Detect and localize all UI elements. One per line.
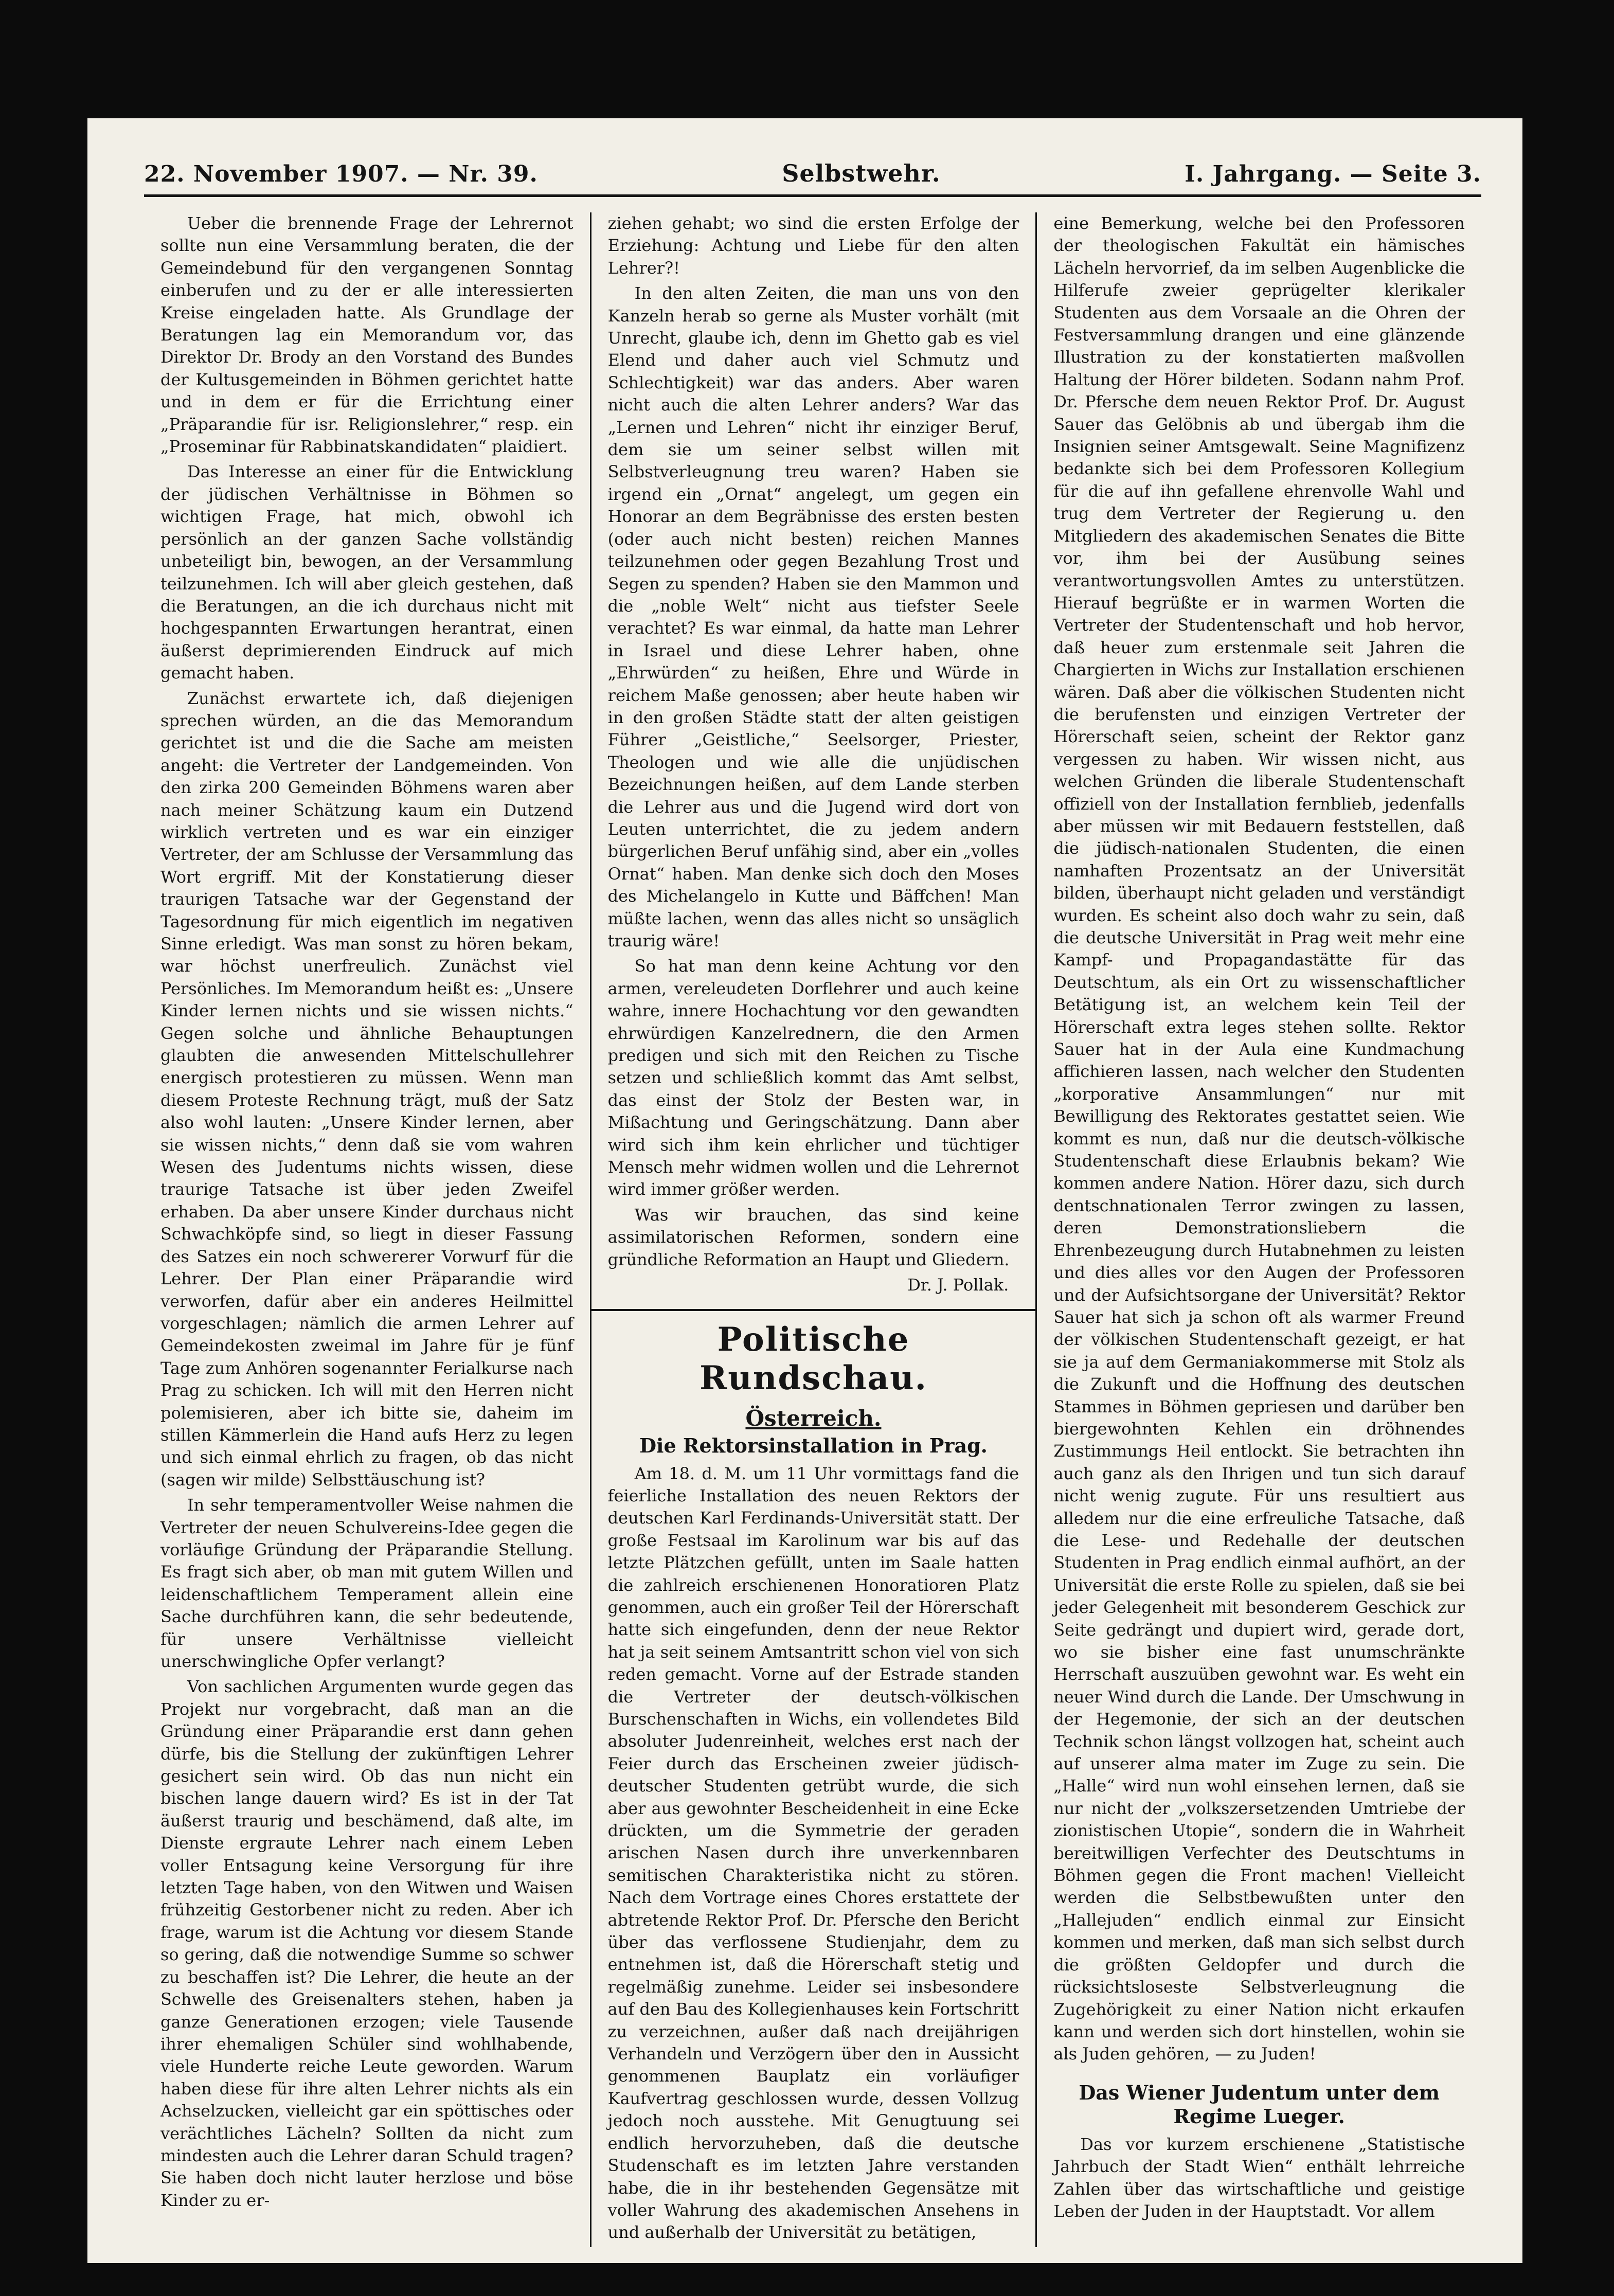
section-divider bbox=[591, 1309, 1036, 1311]
paragraph: So hat man denn keine Achtung vor den armen, vereleudeten Dorflehrer und auch keine wahre, innere Hochachtung vor den gewandten ehrwürdigen Kanzelrednern, die den Armen predigen und sich mit den Reichen zu Tische setzen und schließlich kommt das Amt selbst, das einst der Stolz der Besten war, in Mißachtung und Geringschätzung. Dann aber wird sich ihm kein ehrlicher und tüchtiger Mensch mehr widmen wollen und die Lehrernot wird immer größer werden. bbox=[607, 956, 1019, 1199]
page-header bbox=[144, 159, 1481, 197]
paragraph: ziehen gehabt; wo sind die ersten Erfolge der Erziehung: Achtung und Liebe für den alten Lehrer?! bbox=[607, 213, 1019, 278]
section-heading-politics: Politische Rundschau. bbox=[700, 1320, 927, 1397]
column-2 bbox=[590, 212, 1036, 2247]
article-signature: Dr. J. Pollak. bbox=[907, 1275, 1009, 1295]
paragraph: Von sachlichen Argumenten wurde gegen das Projekt nur vorgebracht, daß man an die Gründung einer Präparandie erst dann gehen dürfe, bis die Stellung der zukünftigen Lehrer gesichert sein wird. Ob das nun nicht ein bischen lange dauern wird? Es ist in der Tat äußerst traurig und beschämend, daß alte, im Dienste ergraute Lehrer nach einem Leben voller Entsagung keine Versorgung für ihre letzten Tage haben, von den Witwen und Waisen frühzeitig Gestorbener nicht zu reden. Aber ich frage, warum ist die Achtung vor diesem Stande so gering, daß die notwendige Summe so schwer zu beschaffen ist? Die Lehrer, die heute an der Schwelle des Greisenalters stehen, haben ja ganze Generationen erzogen; viele Tausende ihrer ehemaligen Schüler sind wohlhabende, viele Hunderte reiche Leute geworden. Warum haben diese für ihre alten Lehrer nichts als ein Achselzucken, vielleicht gar ein spöttisches oder verächtliches Lächeln? Sollten da nicht zum mindesten auch die Lehrer daran Schuld tragen? Sie haben doch nicht lauter herzlose und böse Kinder zu er- bbox=[160, 1677, 573, 2210]
paragraph: Das vor kurzem erschienene „Statistische Jahrbuch der Stadt Wien“ enthält lehrreiche Zahlen über das wirtschaftliche und geistige Leben der Juden in der Hauptstadt. Vor allem bbox=[1053, 2134, 1465, 2221]
header-date-issue: 22. November 1907. — Nr. 39. bbox=[144, 161, 538, 187]
paragraph: Was wir brauchen, das sind keine assimilatorischen Reformen, sondern eine gründliche Reformation an Haupt und Gliedern. bbox=[607, 1205, 1019, 1269]
paragraph: Am 18. d. M. um 11 Uhr vormittags fand die feierliche Installation des neuen Rektors der deutschen Karl Ferdinands-Universität statt. Der große Festsaal im Karolinum war bis auf das letzte Plätzchen gefüllt, unten im Saale hatten die zahlreich erschienenen Honoratioren Platz genommen, auch ein großer Teil der Hörerschaft hatte sich eingefunden, denn der neue Rektor hat ja seit seinem Amtsantritt schon viel von sich reden gemacht. Vorne auf der Estrade standen die Vertreter der deutsch-völkischen Burschenschaften in Wichs, ein vollendetes Bild absoluter Judenreinheit, welches erst nach der Feier durch das Erscheinen zweier jüdisch-deutscher Studenten getrübt wurde, die sich aber aus gewohnter Bescheidenheit in eine Ecke drückten, um die Symmetrie der geraden arischen Nasen durch ihre unverkennbaren semitischen Charakteristika nicht zu stören. Nach dem Vortrage eines Chores erstattete der abtretende Rektor Prof. Dr. Pfersche den Bericht über das verflossene Studienjahr, dem zu entnehmen ist, daß die Hörerschaft stetig und regelmäßig zunehme. Leider sei insbesondere auf den Bau des Kollegienhauses kein Fortschritt zu verzeichnen, außer daß nach dreijährigen Verhandeln und Verzögern über den in Aussicht genommenen Bauplatz ein vorläufiger Kaufvertrag geschlossen wurde, dessen Vollzug jedoch noch ausstehe. Mit Genugtuung sei endlich hervorzuheben, daß die deutsche Studenschaft es im letzten Jahre verstanden habe, die in ihr bestehenden Gegensätze mit voller Wahrung des akademischen Ansehens in und außerhalb der Universität zu betätigen, bbox=[607, 1463, 1019, 2243]
paragraph: eine Bemerkung, welche bei den Professoren der theologischen Fakultät ein hämisches Lächeln hervorrief, da im selben Augenblicke die Hilferufe zweier geprügelter klerikaler Studenten aus dem Vorsaale an die Ohren der Festversammlung drangen und eine glänzende Illustration zu der konstatierten maßvollen Haltung der Hörer bildeten. Sodann nahm Prof. Dr. Pfersche dem neuen Rektor Prof. Dr. August Sauer das Gelöbnis ab und übergab ihm die Insignien seiner Amtsgewalt. Seine Magnifizenz bedankte sich bei dem Professoren Kollegium für die auf ihn gefallene ehrenvolle Wahl und trug dem Vertreter der Regierung u. den Mitgliedern des akademischen Senates die Bitte vor, ihm bei der Ausübung seines verantwortungsvollen Amtes zu unterstützen. Hierauf begrüßte er in warmen Worten die Vertreter der Studentenschaft und hob hervor, daß heuer zum erstenmale seit Jahren die Chargierten in Wichs zur Installation erschienen wären. Daß aber die völkischen Studenten nicht die berufensten und einzigen Vertreter der Hörerschaft seien, scheint der Rektor ganz vergessen zu haben. Wir wissen nicht, aus welchen Gründen die liberale Studentenschaft offiziell von der Installation fernblieb, jedenfalls aber müssen wir mit Bedauern feststellen, daß die jüdisch-nationalen Studenten, die einen namhaften Prozentsatz an der Universität bilden, überhaupt nicht geladen und verständigt wurden. Es scheint also doch wahr zu sein, daß die deutsche Universität in Prag weit mehr eine Kampf- und Propagandastätte für das Deutschtum, als ein Ort zu wissenschaftlicher Betätigung ist, an welchem kein Teil der Hörerschaft extra leges stehen sollte. Rektor Sauer hat in der Aula eine Kundmachung affichieren lassen, nach welcher den Studenten „korporative Ansammlungen“ nur mit Bewilligung des Rektorates gestattet seien. Wie kommt es nun, daß nur die deutsch-völkische Studentenschaft diese Erlaubnis bekam? Wie kommen andere Nation. Hörer dazu, sich durch dentschnationalen Terror zwingen zu lassen, deren Demonstrationsliebern die Ehrenbezeugung durch Hutabnehmen zu leisten und dies alles vor den Augen der Professoren und der Aufsichtsorgane der Universität? Rektor Sauer hat sich ja schon oft als warmer Freund der völkischen Studentenschaft gezeigt, er hat sie ja auf dem Germaniakommerse mit Stolz als die Zukunft und die Hoffnung des deutschen Stammes in Böhmen gepriesen und darüber ben biergewohnten Kehlen ein dröhnendes Zustimmungs Heil entlockt. Sie betrachten ihn auch ganz als den Ihrigen und tun sich darauf nicht wenig zugute. Für uns resultiert aus alledem nur die eine erfreuliche Tatsache, daß die Lese- und Redehalle der deutschen Studenten in Prag endlich einmal aufhört, an der Universität die erste Rolle zu spielen, daß sie bei jeder Gelegenheit mit besonderem Geschick zur Seite gedrängt und dupiert wird, gerade dort, wo sie bisher eine fast unumschränkte Herrschaft auszuüben gewohnt war. Es weht ein neuer Wind durch die Lande. Der Umschwung in der Hegemonie, der sich an der deutschen Technik schon längst vollzogen hat, scheint auch auf unserer alma mater im Zuge zu sein. Die „Halle“ wird nun wohl einsehen lernen, daß sie nur nicht der „volkszersetzenden Umtriebe der zionistischen Utopie“, sondern die in Wahrheit bereitwilligen Verfechter des Deutschtums in Böhmen gegen die Front machen! Vielleicht werden die Selbstbewußten unter den „Hallejuden“ endlich einmal zur Einsicht kommen und merken, daß man sich selbst durch die größten Geldopfer und durch die rücksichtsloseste Selbstverleugnung die Zugehörigkeit zu einer Nation nicht erkaufen kann und werden sich dort hinstellen, wohin sie als Juden gehören, — zu Juden! bbox=[1053, 213, 1465, 2064]
paragraph: Zunächst erwartete ich, daß diejenigen sprechen würden, an die das Memorandum gerichtet ist und die die Sache am meisten angeht: die Vertreter der Landgemeinden. Von den zirka 200 Gemeinden Böhmens waren aber nach meiner Schätzung kaum ein Dutzend wirklich vertreten und es war ein einziger Vertreter, der am Schlusse der Versammlung das Wort ergriff. Mit der Konstatierung dieser traurigen Tatsache war der Gegenstand der Tagesordnung für mich eigentlich im negativen Sinne erledigt. Was man sonst zu hören bekam, war höchst unerfreulich. Zunächst viel Persönliches. Im Memorandum heißt es: „Unsere Kinder lernen nichts und sie wissen nichts.“ Gegen solche und ähnliche Behauptungen glaubten die anwesenden Mittelschullehrer energisch protestieren zu müssen. Wenn man diesem Proteste Rechnung trägt, muß der Satz also wohl lauten: „Unsere Kinder lernen, aber sie wissen nichts,“ denn daß sie vom wahren Wesen des Judentums nichts wissen, diese traurige Tatsache ist über jeden Zweifel erhaben. Da aber unsere Kinder durchaus nicht Schwachköpfe sind, so liegt in dieser Fassung des Satzes ein noch schwererer Vorwurf für die Lehrer. Der Plan einer Präparandie wird verworfen, dafür aber ein anderes Heilmittel vorgeschlagen; nämlich die armen Lehrer auf Gemeindekosten zweimal im Jahre für je fünf Tage zum Anhören sogenannter Ferialkurse nach Prag zu schicken. Ich will mit den Herren nicht polemisieren, aber ich bitte sie, daheim im stillen Kämmerlein die Hand aufs Herz zu legen und sich einmal ehrlich zu fragen, ob das nicht (sagen wir milde) Selbsttäuschung ist? bbox=[160, 688, 573, 1490]
paragraph: Das Interesse an einer für die Entwicklung der jüdischen Verhältnisse in Böhmen so wichtigen Frage, hat mich, obwohl ich persönlich an der ganzen Sache vollständig unbeteiligt bin, bewogen, an der Versammlung teilzunehmen. Ich will aber gleich gestehen, daß die Beratungen, an die ich durchaus nicht mit hochgespannten Erwartungen herantrat, einen äußerst deprimierenden Eindruck auf mich gemacht haben. bbox=[160, 462, 573, 683]
column-3 bbox=[1035, 212, 1481, 2247]
newspaper-page bbox=[87, 118, 1522, 2263]
text-columns bbox=[144, 212, 1481, 2243]
header-volume-page: I. Jahrgang. — Seite 3. bbox=[1185, 161, 1481, 187]
paragraph: In den alten Zeiten, die man uns von den Kanzeln herab so gerne als Muster vorhält (mit Unrecht, glaube ich, denn im Ghetto gab es viel Elend und daher auch viel Schmutz und Schlechtigkeit) war das anders. Aber waren nicht auch die alten Lehrer anders? War das „Lernen und Lehren“ nicht ihr einziger Beruf, dem sie um seiner selbst willen mit Selbstverleugnung treu waren? Haben sie irgend ein „Ornat“ angelegt, um gegen ein Honorar an dem Begräbnisse des ersten besten (oder auch nicht besten) reichen Mannes teilzunehmen oder gegen Bezahlung Trost und Segen zu spenden? Haben sie den Mammon und die „noble Welt“ nicht aus tiefster Seele verachtet? Es war einmal, da hatte man Lehrer in Israel und diese Lehrer haben, ohne „Ehrwürden“ zu heißen, Ehre und Würde in reichem Maße genossen; aber heute haben wir in den großen Städte statt der alten geistigen Führer „Geistliche,“ Seelsorger, Priester, Theologen und wie alle die unjüdischen Bezeichnungen heißen, auf dem Lande sterben die Lehrer aus und die Jugend wird dort von Leuten unterrichtet, die zu jedem andern bürgerlichen Beruf unfähig sind, aber ein „volles Ornat“ haben. Man denke sich doch den Moses des Michelangelo in Kutte und Bäffchen! Man müßte lachen, wenn das alles nicht so unsäglich traurig wäre! bbox=[607, 283, 1019, 950]
article-subheading: Die Rektorsinstallation in Prag. bbox=[639, 1433, 988, 1457]
article-heading-vienna: Das Wiener Judentum unter dem Regime Lueger. bbox=[1079, 2080, 1440, 2128]
header-paper-title: Selbstwehr. bbox=[782, 159, 941, 187]
country-heading: Österreich. bbox=[745, 1405, 882, 1431]
column-1 bbox=[144, 212, 590, 2247]
paragraph: In sehr temperamentvoller Weise nahmen die Vertreter der neuen Schulvereins-Idee gegen die vorläufige Gründung der Präparandie Stellung. Es fragt sich aber, ob man mit gutem Willen und leidenschaftlichem Temperament allein eine Sache durchführen kann, die sehr bedeutende, für unsere Verhältnisse vielleicht unerschwingliche Opfer verlangt? bbox=[160, 1495, 573, 1671]
paragraph: Ueber die brennende Frage der Lehrernot sollte nun eine Versammlung beraten, die der Gemeindebund für den vergangenen Sonntag einberufen und zu der er alle interessierten Kreise eingeladen hatte. Als Grundlage der Beratungen lag ein Memorandum vor, das Direktor Dr. Brody an den Vorstand des Bundes der Kultusgemeinden in Böhmen gerichtet hatte und in dem er für die Errichtung einer „Präparandie für isr. Religionslehrer,“ resp. ein „Proseminar für Rabbinatskandidaten“ plaidiert. bbox=[160, 213, 573, 457]
